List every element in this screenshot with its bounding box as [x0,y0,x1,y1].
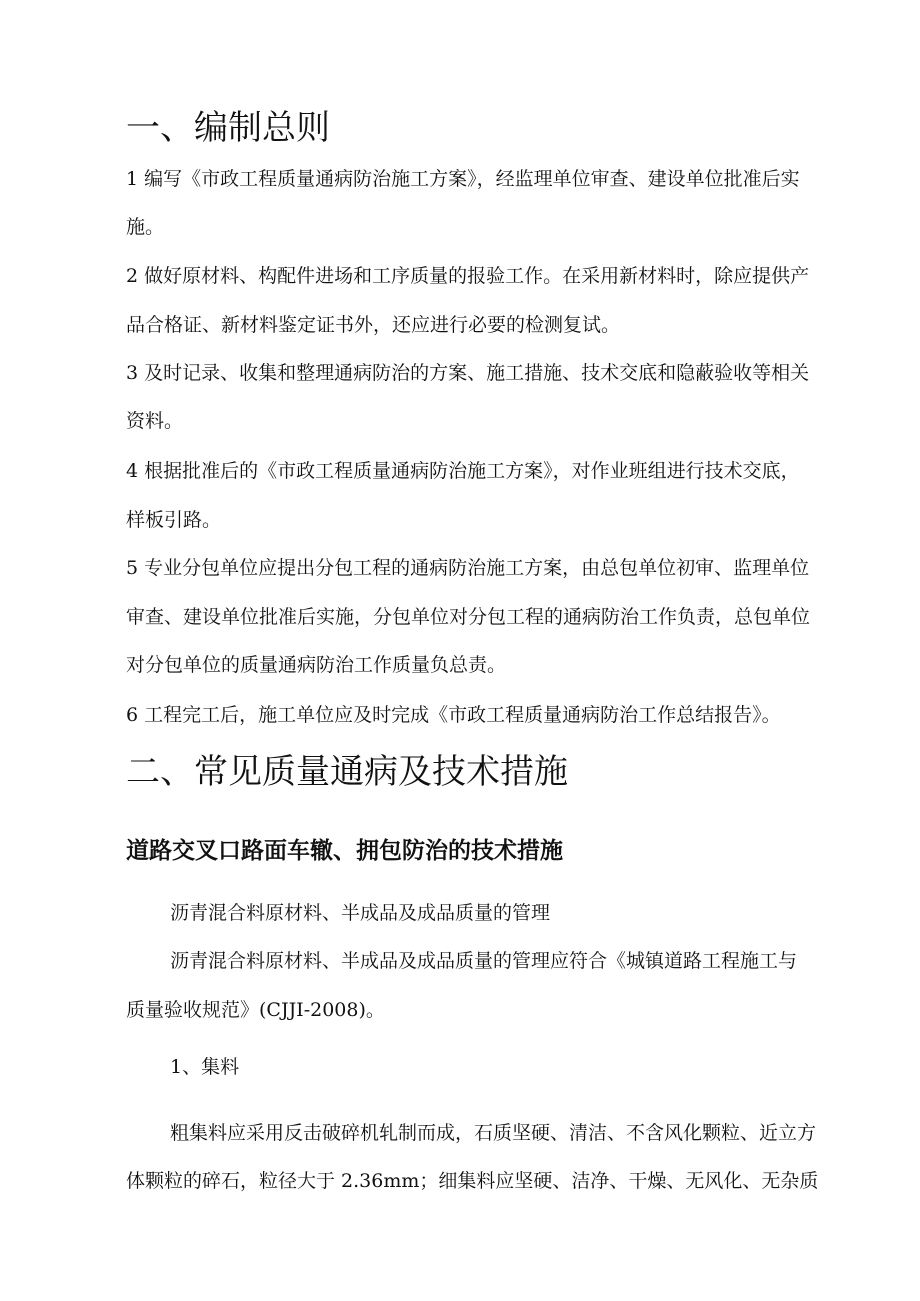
section2-title: 二、常见质量通病及技术措施 [126,752,568,792]
item1-line1: 1 编写《市政工程质量通病防治施工方案》，经监理单位审查、建设单位批准后实 [126,168,800,190]
item5-line1: 5 专业分包单位应提出分包工程的通病防治施工方案，由总包单位初审、监理单位 [126,557,810,579]
item5-line3: 对分包单位的质量通病防治工作质量负总责。 [126,654,507,676]
section1-title: 一、编制总则 [126,108,330,148]
item4-line2: 样板引路。 [126,509,222,531]
item1-line2: 施。 [126,216,165,238]
item3-line2: 资料。 [126,410,184,432]
item2-line2: 品合格证、新材料鉴定证书外，还应进行必要的检测复试。 [126,314,621,336]
aggregate-heading: 1、集料 [170,1056,240,1078]
item6-line1: 6 工程完工后，施工单位应及时完成《市政工程质量通病防治工作总结报告》。 [126,704,781,726]
item5-line2: 审查、建设单位批准后实施，分包单位对分包工程的通病防治工作负责，总包单位 [126,606,811,628]
item3-line1: 3 及时记录、收集和整理通病防治的方案、施工措施、技术交底和隐蔽验收等相关 [126,362,810,384]
item2-line1: 2 做好原材料、构配件进场和工序质量的报验工作。在采用新材料时，除应提供产 [126,265,810,287]
item4-line1: 4 根据批准后的《市政工程质量通病防治施工方案》，对作业班组进行技术交底， [126,460,800,482]
para3-line2: 体颗粒的碎石，粒径大于 2.36mm；细集料应坚硬、洁净、干燥、无风化、无杂质 [126,1170,819,1192]
para2-line1: 沥青混合料原材料、半成品及成品质量的管理应符合《城镇道路工程施工与 [170,950,798,972]
para1: 沥青混合料原材料、半成品及成品质量的管理 [170,902,551,924]
para2-line2: 质量验收规范》(CJJI-2008)。 [126,999,385,1021]
para3-line1: 粗集料应采用反击破碎机轧制而成，石质坚硬、清洁、不含风化颗粒、近立方 [170,1122,817,1144]
section2-subtitle: 道路交叉口路面车辙、拥包防治的技术措施 [126,838,563,864]
